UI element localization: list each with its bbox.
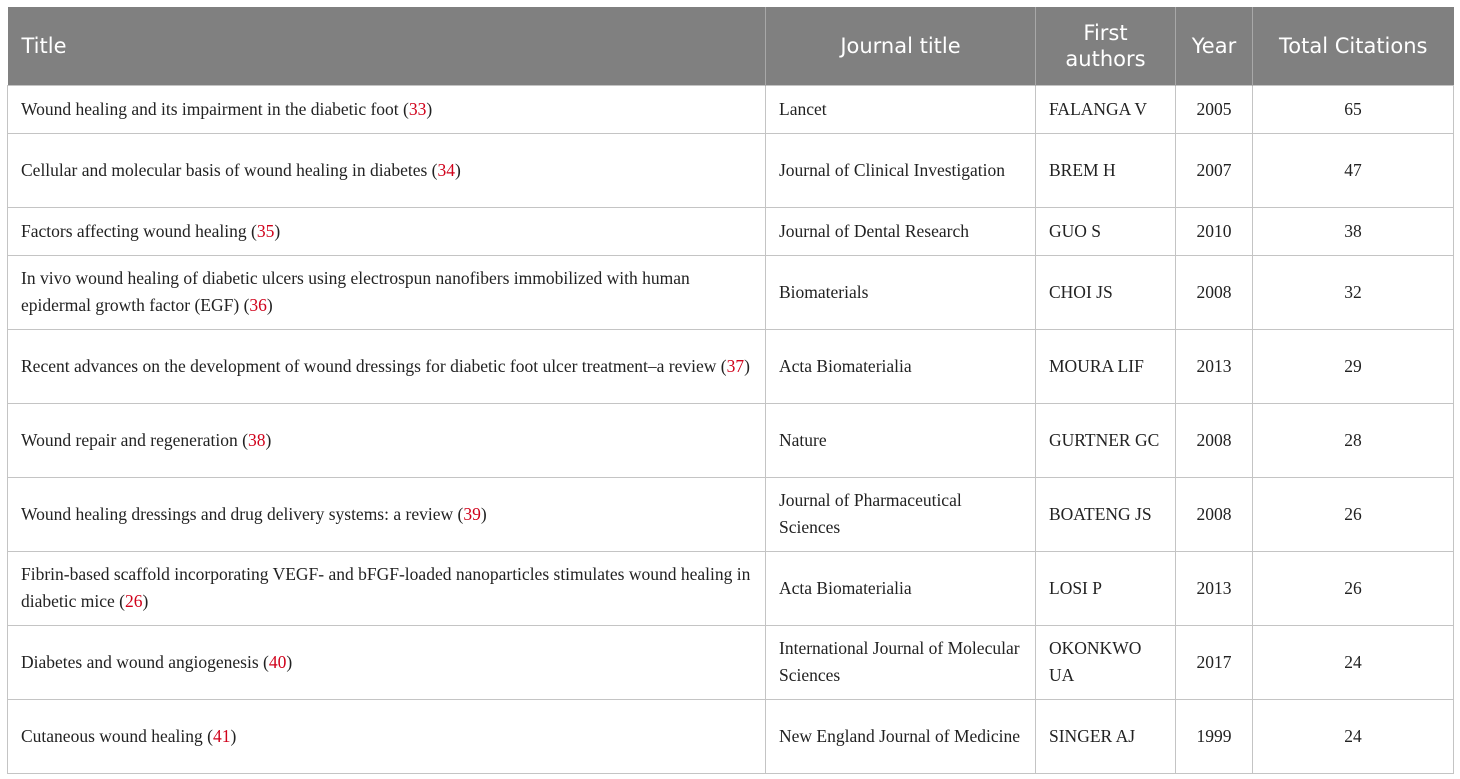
cell-year: 2013 [1176,551,1253,625]
cell-citations: 24 [1253,699,1454,773]
cell-citations: 26 [1253,551,1454,625]
cell-year: 2005 [1176,85,1253,133]
title-text: Cellular and molecular basis of wound healing in diabetes [21,159,428,180]
cell-author: OKONKWO UA [1036,625,1176,699]
cell-journal: Journal of Clinical Investigation [766,133,1036,207]
table-row [8,551,1454,625]
title-text: Fibrin-based scaffold incorporating VEGF- and bFGF-loaded nanoparticles stimulates wound healing in diabetic mice [21,564,751,611]
cell-journal: International Journal of Molecular Sciences [766,625,1036,699]
header-citations: Total Citations [1253,7,1454,85]
top-cited-articles-table [7,7,1454,774]
title-text: Wound healing and its impairment in the diabetic foot [21,98,399,119]
header-title: Title [8,7,766,85]
cell-citations: 38 [1253,207,1454,255]
title-text: Recent advances on the development of wound dressings for diabetic foot ulcer treatment–a review [21,355,717,376]
cell-year: 2017 [1176,625,1253,699]
title-text: Diabetes and wound angiogenesis [21,651,259,672]
cell-author: BOATENG JS [1036,477,1176,551]
cell-title: Cellular and molecular basis of wound healing in diabetes (34) [8,133,766,207]
table-body [8,85,1454,773]
table-row [8,329,1454,403]
cell-citations: 28 [1253,403,1454,477]
cell-citations: 26 [1253,477,1454,551]
title-text: Wound repair and regeneration [21,429,238,450]
cell-author: LOSI P [1036,551,1176,625]
reference-link[interactable]: 33 [408,98,427,119]
cell-title: Wound healing dressings and drug delivery systems: a review (39) [8,477,766,551]
reference-link[interactable]: 41 [212,725,231,746]
reference-link[interactable]: 34 [437,159,455,180]
table-row [8,255,1454,329]
cell-journal: New England Journal of Medicine [766,699,1036,773]
cell-citations: 29 [1253,329,1454,403]
table-header [8,7,1454,85]
cell-year: 2008 [1176,477,1253,551]
table-row [8,477,1454,551]
cell-title: Wound repair and regeneration (38) [8,403,766,477]
cell-year: 2008 [1176,255,1253,329]
table-row [8,699,1454,773]
reference-link[interactable]: 35 [256,220,275,241]
cell-year: 2013 [1176,329,1253,403]
title-text: In vivo wound healing of diabetic ulcers using electrospun nanofibers immobilized with human epidermal growth factor (EGF) [21,268,690,315]
cell-year: 2008 [1176,403,1253,477]
reference-link[interactable]: 38 [247,429,266,450]
cell-journal: Biomaterials [766,255,1036,329]
cell-title: Diabetes and wound angiogenesis (40) [8,625,766,699]
title-text: Factors affecting wound healing [21,220,247,241]
cell-year: 2010 [1176,207,1253,255]
header-row [8,7,1454,85]
reference-link[interactable]: 39 [463,503,481,524]
reference-link[interactable]: 40 [268,651,287,672]
cell-journal: Acta Biomaterialia [766,551,1036,625]
title-text: Wound healing dressings and drug delivery systems: a review [21,503,454,524]
cell-journal: Journal of Dental Research [766,207,1036,255]
cell-journal: Lancet [766,85,1036,133]
cell-citations: 24 [1253,625,1454,699]
cell-title: Cutaneous wound healing (41) [8,699,766,773]
cell-title: Wound healing and its impairment in the diabetic foot (33) [8,85,766,133]
cell-author: FALANGA V [1036,85,1176,133]
cell-journal: Acta Biomaterialia [766,329,1036,403]
cell-citations: 65 [1253,85,1454,133]
header-journal: Journal title [766,7,1036,85]
table-row [8,403,1454,477]
table-row [8,207,1454,255]
table-row [8,85,1454,133]
header-year: Year [1176,7,1253,85]
cell-author: CHOI JS [1036,255,1176,329]
citations-table-container [7,7,1453,774]
table-row [8,133,1454,207]
cell-title: Factors affecting wound healing (35) [8,207,766,255]
cell-author: MOURA LIF [1036,329,1176,403]
cell-title: In vivo wound healing of diabetic ulcers using electrospun nanofibers immobilized with human epidermal growth factor (EGF) (36) [8,255,766,329]
header-first-authors: First authors [1036,7,1176,85]
cell-citations: 32 [1253,255,1454,329]
cell-year: 1999 [1176,699,1253,773]
title-text: Cutaneous wound healing [21,725,203,746]
cell-year: 2007 [1176,133,1253,207]
cell-journal: Nature [766,403,1036,477]
table-row [8,625,1454,699]
reference-link[interactable]: 36 [249,295,267,315]
cell-citations: 47 [1253,133,1454,207]
cell-author: SINGER AJ [1036,699,1176,773]
cell-title: Fibrin-based scaffold incorporating VEGF- and bFGF-loaded nanoparticles stimulates wound healing in diabetic mice (26) [8,551,766,625]
reference-link[interactable]: 37 [726,355,745,376]
cell-author: GUO S [1036,207,1176,255]
cell-author: BREM H [1036,133,1176,207]
cell-journal: Journal of Pharmaceutical Sciences [766,477,1036,551]
reference-link[interactable]: 26 [124,591,143,611]
cell-author: GURTNER GC [1036,403,1176,477]
cell-title: Recent advances on the development of wound dressings for diabetic foot ulcer treatment–a review (37) [8,329,766,403]
